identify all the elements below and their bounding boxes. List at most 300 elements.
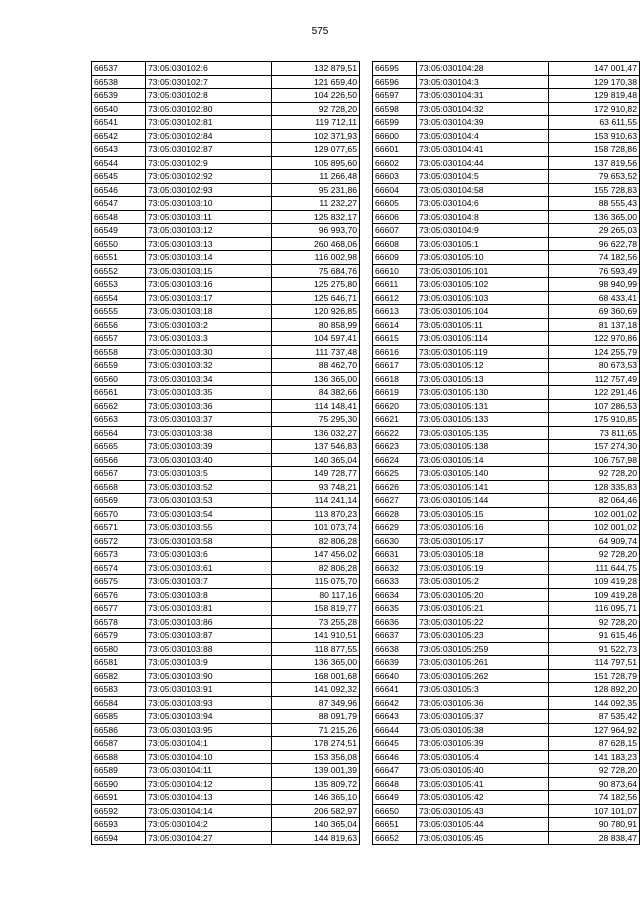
table-row <box>92 521 360 535</box>
cadastral-number: 73:05:030102:6 <box>146 62 272 76</box>
table-row <box>92 264 360 278</box>
cadastral-number: 73:05:030104:5 <box>417 170 549 184</box>
row-number: 66612 <box>373 291 417 305</box>
cadastral-value: 172 910,82 <box>549 102 640 116</box>
table-row <box>92 170 360 184</box>
cadastral-number: 73:05:030105:20 <box>417 588 549 602</box>
row-number: 66627 <box>373 494 417 508</box>
cadastral-value: 90 873,64 <box>549 777 640 791</box>
cadastral-value: 132 879,51 <box>272 62 360 76</box>
cadastral-number: 73:05:030103:17 <box>146 291 272 305</box>
table-row <box>92 129 360 143</box>
cadastral-value: 73 811,65 <box>549 426 640 440</box>
cadastral-value: 140 365,04 <box>272 453 360 467</box>
row-number: 66561 <box>92 386 146 400</box>
cadastral-number: 73:05:030103:2 <box>146 318 272 332</box>
cadastral-value: 136 365,00 <box>549 210 640 224</box>
table-row <box>373 156 640 170</box>
cadastral-value: 111 644,75 <box>549 561 640 575</box>
table-row <box>92 656 360 670</box>
cadastral-number: 73:05:030104:41 <box>417 143 549 157</box>
cadastral-table-right <box>372 61 640 845</box>
table-row <box>373 561 640 575</box>
table-row <box>373 183 640 197</box>
cadastral-number: 73:05:030105:36 <box>417 696 549 710</box>
row-number: 66576 <box>92 588 146 602</box>
row-number: 66644 <box>373 723 417 737</box>
table-row <box>92 642 360 656</box>
cadastral-value: 101 073,74 <box>272 521 360 535</box>
cadastral-number: 73:05:030102:87 <box>146 143 272 157</box>
table-row <box>92 669 360 683</box>
cadastral-value: 84 382,66 <box>272 386 360 400</box>
row-number: 66630 <box>373 534 417 548</box>
cadastral-value: 80 117,16 <box>272 588 360 602</box>
table-row <box>92 426 360 440</box>
row-number: 66628 <box>373 507 417 521</box>
cadastral-number: 73:05:030103:54 <box>146 507 272 521</box>
table-row <box>373 305 640 319</box>
row-number: 66596 <box>373 75 417 89</box>
row-number: 66643 <box>373 710 417 724</box>
row-number: 66562 <box>92 399 146 413</box>
cadastral-number: 73:05:030105:144 <box>417 494 549 508</box>
table-row <box>373 89 640 103</box>
cadastral-number: 73:05:030105:14 <box>417 453 549 467</box>
table-row <box>373 467 640 481</box>
table-row <box>92 102 360 116</box>
table-row <box>373 723 640 737</box>
cadastral-number: 73:05:030105:19 <box>417 561 549 575</box>
cadastral-number: 73:05:030103:10 <box>146 197 272 211</box>
row-number: 66567 <box>92 467 146 481</box>
cadastral-value: 168 001,68 <box>272 669 360 683</box>
table-row <box>373 831 640 845</box>
row-number: 66593 <box>92 818 146 832</box>
cadastral-value: 87 535,42 <box>549 710 640 724</box>
table-row <box>92 143 360 157</box>
row-number: 66635 <box>373 602 417 616</box>
cadastral-value: 141 092,32 <box>272 683 360 697</box>
row-number: 66622 <box>373 426 417 440</box>
table-row <box>373 804 640 818</box>
cadastral-value: 102 371,93 <box>272 129 360 143</box>
cadastral-value: 144 092,35 <box>549 696 640 710</box>
row-number: 66537 <box>92 62 146 76</box>
cadastral-number: 73:05:030103:81 <box>146 602 272 616</box>
row-number: 66579 <box>92 629 146 643</box>
table-row <box>373 116 640 130</box>
table-row <box>92 251 360 265</box>
cadastral-number: 73:05:030104:10 <box>146 750 272 764</box>
cadastral-number: 73:05:030105:45 <box>417 831 549 845</box>
row-number: 66592 <box>92 804 146 818</box>
cadastral-value: 125 275,80 <box>272 278 360 292</box>
cadastral-value: 118 877,55 <box>272 642 360 656</box>
table-row <box>92 75 360 89</box>
cadastral-value: 29 265,03 <box>549 224 640 238</box>
row-number: 66539 <box>92 89 146 103</box>
table-row <box>373 534 640 548</box>
table-row <box>373 507 640 521</box>
cadastral-number: 73:05:030103:18 <box>146 305 272 319</box>
table-row <box>373 791 640 805</box>
cadastral-number: 73:05:030103:52 <box>146 480 272 494</box>
cadastral-value: 136 365,00 <box>272 656 360 670</box>
row-number: 66587 <box>92 737 146 751</box>
cadastral-value: 90 780,91 <box>549 818 640 832</box>
cadastral-number: 73:05:030105:261 <box>417 656 549 670</box>
cadastral-number: 73:05:030103:11 <box>146 210 272 224</box>
cadastral-value: 92 728,20 <box>272 102 360 116</box>
row-number: 66547 <box>92 197 146 211</box>
table-row <box>373 575 640 589</box>
cadastral-number: 73:05:030103:90 <box>146 669 272 683</box>
row-number: 66554 <box>92 291 146 305</box>
cadastral-value: 124 255,79 <box>549 345 640 359</box>
cadastral-number: 73:05:030105:138 <box>417 440 549 454</box>
row-number: 66607 <box>373 224 417 238</box>
cadastral-value: 260 468,06 <box>272 237 360 251</box>
row-number: 66578 <box>92 615 146 629</box>
table-row <box>92 237 360 251</box>
row-number: 66619 <box>373 386 417 400</box>
cadastral-value: 11 232,27 <box>272 197 360 211</box>
row-number: 66641 <box>373 683 417 697</box>
table-row <box>92 494 360 508</box>
row-number: 66629 <box>373 521 417 535</box>
row-number: 66585 <box>92 710 146 724</box>
cadastral-number: 73:05:030102:9 <box>146 156 272 170</box>
row-number: 66584 <box>92 696 146 710</box>
cadastral-number: 73:05:030104:1 <box>146 737 272 751</box>
table-row <box>92 197 360 211</box>
cadastral-number: 73:05:030103:55 <box>146 521 272 535</box>
cadastral-number: 73:05:030105:38 <box>417 723 549 737</box>
cadastral-value: 75 684,76 <box>272 264 360 278</box>
row-number: 66559 <box>92 359 146 373</box>
cadastral-value: 147 456,02 <box>272 548 360 562</box>
cadastral-value: 114 241,14 <box>272 494 360 508</box>
cadastral-value: 95 231,86 <box>272 183 360 197</box>
cadastral-value: 92 728,20 <box>549 467 640 481</box>
table-row <box>92 413 360 427</box>
cadastral-value: 114 797,51 <box>549 656 640 670</box>
table-row <box>92 359 360 373</box>
cadastral-value: 88 555,43 <box>549 197 640 211</box>
table-row <box>373 710 640 724</box>
cadastral-value: 129 819,48 <box>549 89 640 103</box>
row-number: 66549 <box>92 224 146 238</box>
table-row <box>373 62 640 76</box>
cadastral-value: 116 095,71 <box>549 602 640 616</box>
table-row <box>92 696 360 710</box>
cadastral-number: 73:05:030103:36 <box>146 399 272 413</box>
cadastral-number: 73:05:030103:37 <box>146 413 272 427</box>
cadastral-number: 73:05:030105:4 <box>417 750 549 764</box>
cadastral-number: 73:05:030103:9 <box>146 656 272 670</box>
row-number: 66626 <box>373 480 417 494</box>
cadastral-value: 80 673,53 <box>549 359 640 373</box>
cadastral-number: 73:05:030105:21 <box>417 602 549 616</box>
table-row <box>92 629 360 643</box>
cadastral-number: 73:05:030102:80 <box>146 102 272 116</box>
table-row <box>373 426 640 440</box>
table-row <box>373 683 640 697</box>
cadastral-number: 73:05:030103:30 <box>146 345 272 359</box>
row-number: 66564 <box>92 426 146 440</box>
row-number: 66648 <box>373 777 417 791</box>
table-row <box>92 318 360 332</box>
cadastral-value: 153 356,08 <box>272 750 360 764</box>
cadastral-number: 73:05:030104:32 <box>417 102 549 116</box>
table-row <box>373 332 640 346</box>
row-number: 66571 <box>92 521 146 535</box>
cadastral-number: 73:05:030103:6 <box>146 548 272 562</box>
cadastral-number: 73:05:030105:39 <box>417 737 549 751</box>
cadastral-value: 141 910,51 <box>272 629 360 643</box>
cadastral-number: 73:05:030103:61 <box>146 561 272 575</box>
cadastral-value: 121 659,40 <box>272 75 360 89</box>
cadastral-value: 127 964,92 <box>549 723 640 737</box>
cadastral-number: 73:05:030103:3 <box>146 332 272 346</box>
cadastral-number: 73:05:030105:37 <box>417 710 549 724</box>
table-row <box>373 224 640 238</box>
cadastral-value: 146 365,10 <box>272 791 360 805</box>
cadastral-number: 73:05:030103:14 <box>146 251 272 265</box>
table-row <box>92 224 360 238</box>
cadastral-value: 104 226,50 <box>272 89 360 103</box>
cadastral-value: 109 419,28 <box>549 575 640 589</box>
row-number: 66651 <box>373 818 417 832</box>
cadastral-number: 73:05:030105:135 <box>417 426 549 440</box>
cadastral-number: 73:05:030104:6 <box>417 197 549 211</box>
cadastral-number: 73:05:030102:93 <box>146 183 272 197</box>
cadastral-table-left <box>91 61 360 845</box>
table-row <box>92 615 360 629</box>
cadastral-number: 73:05:030103:13 <box>146 237 272 251</box>
table-row <box>373 359 640 373</box>
cadastral-value: 153 910,63 <box>549 129 640 143</box>
table-row <box>92 750 360 764</box>
row-number: 66541 <box>92 116 146 130</box>
row-number: 66642 <box>373 696 417 710</box>
table-row <box>92 588 360 602</box>
cadastral-number: 73:05:030105:1 <box>417 237 549 251</box>
cadastral-value: 136 365,00 <box>272 372 360 386</box>
row-number: 66570 <box>92 507 146 521</box>
cadastral-number: 73:05:030103:35 <box>146 386 272 400</box>
cadastral-value: 81 137,18 <box>549 318 640 332</box>
table-row <box>373 345 640 359</box>
cadastral-value: 206 582,97 <box>272 804 360 818</box>
row-number: 66548 <box>92 210 146 224</box>
page-number: 575 <box>311 26 329 37</box>
cadastral-number: 73:05:030103:38 <box>146 426 272 440</box>
cadastral-number: 73:05:030103:87 <box>146 629 272 643</box>
cadastral-value: 157 274,30 <box>549 440 640 454</box>
table-row <box>373 386 640 400</box>
table-row <box>92 818 360 832</box>
cadastral-value: 73 255,28 <box>272 615 360 629</box>
cadastral-value: 74 182,56 <box>549 791 640 805</box>
row-number: 66625 <box>373 467 417 481</box>
cadastral-number: 73:05:030105:2 <box>417 575 549 589</box>
cadastral-value: 102 001,02 <box>549 507 640 521</box>
table-row <box>92 791 360 805</box>
row-number: 66555 <box>92 305 146 319</box>
cadastral-number: 73:05:030105:103 <box>417 291 549 305</box>
row-number: 66621 <box>373 413 417 427</box>
cadastral-number: 73:05:030105:119 <box>417 345 549 359</box>
table-row <box>373 413 640 427</box>
table-row <box>373 264 640 278</box>
row-number: 66589 <box>92 764 146 778</box>
cadastral-number: 73:05:030104:27 <box>146 831 272 845</box>
cadastral-value: 141 183,23 <box>549 750 640 764</box>
cadastral-number: 73:05:030103:12 <box>146 224 272 238</box>
row-number: 66586 <box>92 723 146 737</box>
cadastral-value: 175 910,85 <box>549 413 640 427</box>
row-number: 66602 <box>373 156 417 170</box>
table-row <box>92 777 360 791</box>
table-row <box>92 561 360 575</box>
cadastral-number: 73:05:030104:3 <box>417 75 549 89</box>
row-number: 66618 <box>373 372 417 386</box>
row-number: 66598 <box>373 102 417 116</box>
cadastral-number: 73:05:030103:86 <box>146 615 272 629</box>
table-row <box>373 615 640 629</box>
row-number: 66601 <box>373 143 417 157</box>
cadastral-number: 73:05:030105:133 <box>417 413 549 427</box>
cadastral-number: 73:05:030105:114 <box>417 332 549 346</box>
row-number: 66616 <box>373 345 417 359</box>
table-row <box>92 386 360 400</box>
table-row <box>373 197 640 211</box>
cadastral-value: 75 295,30 <box>272 413 360 427</box>
table-row <box>92 723 360 737</box>
cadastral-value: 87 628,15 <box>549 737 640 751</box>
cadastral-number: 73:05:030105:12 <box>417 359 549 373</box>
row-number: 66639 <box>373 656 417 670</box>
row-number: 66636 <box>373 615 417 629</box>
cadastral-number: 73:05:030105:104 <box>417 305 549 319</box>
cadastral-value: 106 757,98 <box>549 453 640 467</box>
cadastral-number: 73:05:030103:53 <box>146 494 272 508</box>
cadastral-number: 73:05:030103:5 <box>146 467 272 481</box>
table-row <box>373 669 640 683</box>
table-row <box>92 291 360 305</box>
cadastral-value: 151 728,79 <box>549 669 640 683</box>
cadastral-value: 87 349,96 <box>272 696 360 710</box>
cadastral-number: 73:05:030102:81 <box>146 116 272 130</box>
table-row <box>373 453 640 467</box>
table-row <box>92 399 360 413</box>
table-row <box>373 129 640 143</box>
cadastral-value: 149 728,77 <box>272 467 360 481</box>
cadastral-value: 137 546,83 <box>272 440 360 454</box>
table-row <box>92 89 360 103</box>
cadastral-number: 73:05:030105:42 <box>417 791 549 805</box>
cadastral-number: 73:05:030105:11 <box>417 318 549 332</box>
cadastral-value: 82 806,28 <box>272 534 360 548</box>
table-row <box>373 656 640 670</box>
row-number: 66573 <box>92 548 146 562</box>
cadastral-value: 125 832,17 <box>272 210 360 224</box>
table-row <box>373 210 640 224</box>
cadastral-value: 114 148,41 <box>272 399 360 413</box>
row-number: 66605 <box>373 197 417 211</box>
table-row <box>373 602 640 616</box>
cadastral-number: 73:05:030105:130 <box>417 386 549 400</box>
cadastral-number: 73:05:030104:14 <box>146 804 272 818</box>
cadastral-number: 73:05:030104:8 <box>417 210 549 224</box>
row-number: 66649 <box>373 791 417 805</box>
row-number: 66544 <box>92 156 146 170</box>
table-row <box>373 318 640 332</box>
cadastral-number: 73:05:030103:95 <box>146 723 272 737</box>
cadastral-number: 73:05:030104:31 <box>417 89 549 103</box>
row-number: 66615 <box>373 332 417 346</box>
row-number: 66590 <box>92 777 146 791</box>
row-number: 66565 <box>92 440 146 454</box>
row-number: 66575 <box>92 575 146 589</box>
cadastral-value: 105 895,60 <box>272 156 360 170</box>
cadastral-number: 73:05:030104:9 <box>417 224 549 238</box>
cadastral-number: 73:05:030105:13 <box>417 372 549 386</box>
table-row <box>92 710 360 724</box>
row-number: 66597 <box>373 89 417 103</box>
cadastral-value: 102 001,02 <box>549 521 640 535</box>
row-number: 66646 <box>373 750 417 764</box>
row-number: 66632 <box>373 561 417 575</box>
row-number: 66572 <box>92 534 146 548</box>
cadastral-number: 73:05:030105:141 <box>417 480 549 494</box>
table-row <box>92 480 360 494</box>
cadastral-number: 73:05:030105:10 <box>417 251 549 265</box>
cadastral-value: 140 365,04 <box>272 818 360 832</box>
cadastral-number: 73:05:030105:140 <box>417 467 549 481</box>
cadastral-number: 73:05:030105:22 <box>417 615 549 629</box>
cadastral-number: 73:05:030103:93 <box>146 696 272 710</box>
table-row <box>92 345 360 359</box>
row-number: 66611 <box>373 278 417 292</box>
row-number: 66563 <box>92 413 146 427</box>
table-row <box>373 494 640 508</box>
cadastral-value: 158 819,77 <box>272 602 360 616</box>
cadastral-number: 73:05:030103:34 <box>146 372 272 386</box>
table-row <box>92 453 360 467</box>
cadastral-number: 73:05:030104:44 <box>417 156 549 170</box>
row-number: 66557 <box>92 332 146 346</box>
row-number: 66553 <box>92 278 146 292</box>
row-number: 66580 <box>92 642 146 656</box>
cadastral-number: 73:05:030103:32 <box>146 359 272 373</box>
cadastral-number: 73:05:030104:12 <box>146 777 272 791</box>
cadastral-number: 73:05:030104:4 <box>417 129 549 143</box>
row-number: 66623 <box>373 440 417 454</box>
cadastral-number: 73:05:030105:40 <box>417 764 549 778</box>
cadastral-value: 135 809,72 <box>272 777 360 791</box>
row-number: 66591 <box>92 791 146 805</box>
row-number: 66633 <box>373 575 417 589</box>
row-number: 66637 <box>373 629 417 643</box>
row-number: 66588 <box>92 750 146 764</box>
cadastral-number: 73:05:030105:3 <box>417 683 549 697</box>
cadastral-value: 74 182,56 <box>549 251 640 265</box>
row-number: 66560 <box>92 372 146 386</box>
row-number: 66652 <box>373 831 417 845</box>
